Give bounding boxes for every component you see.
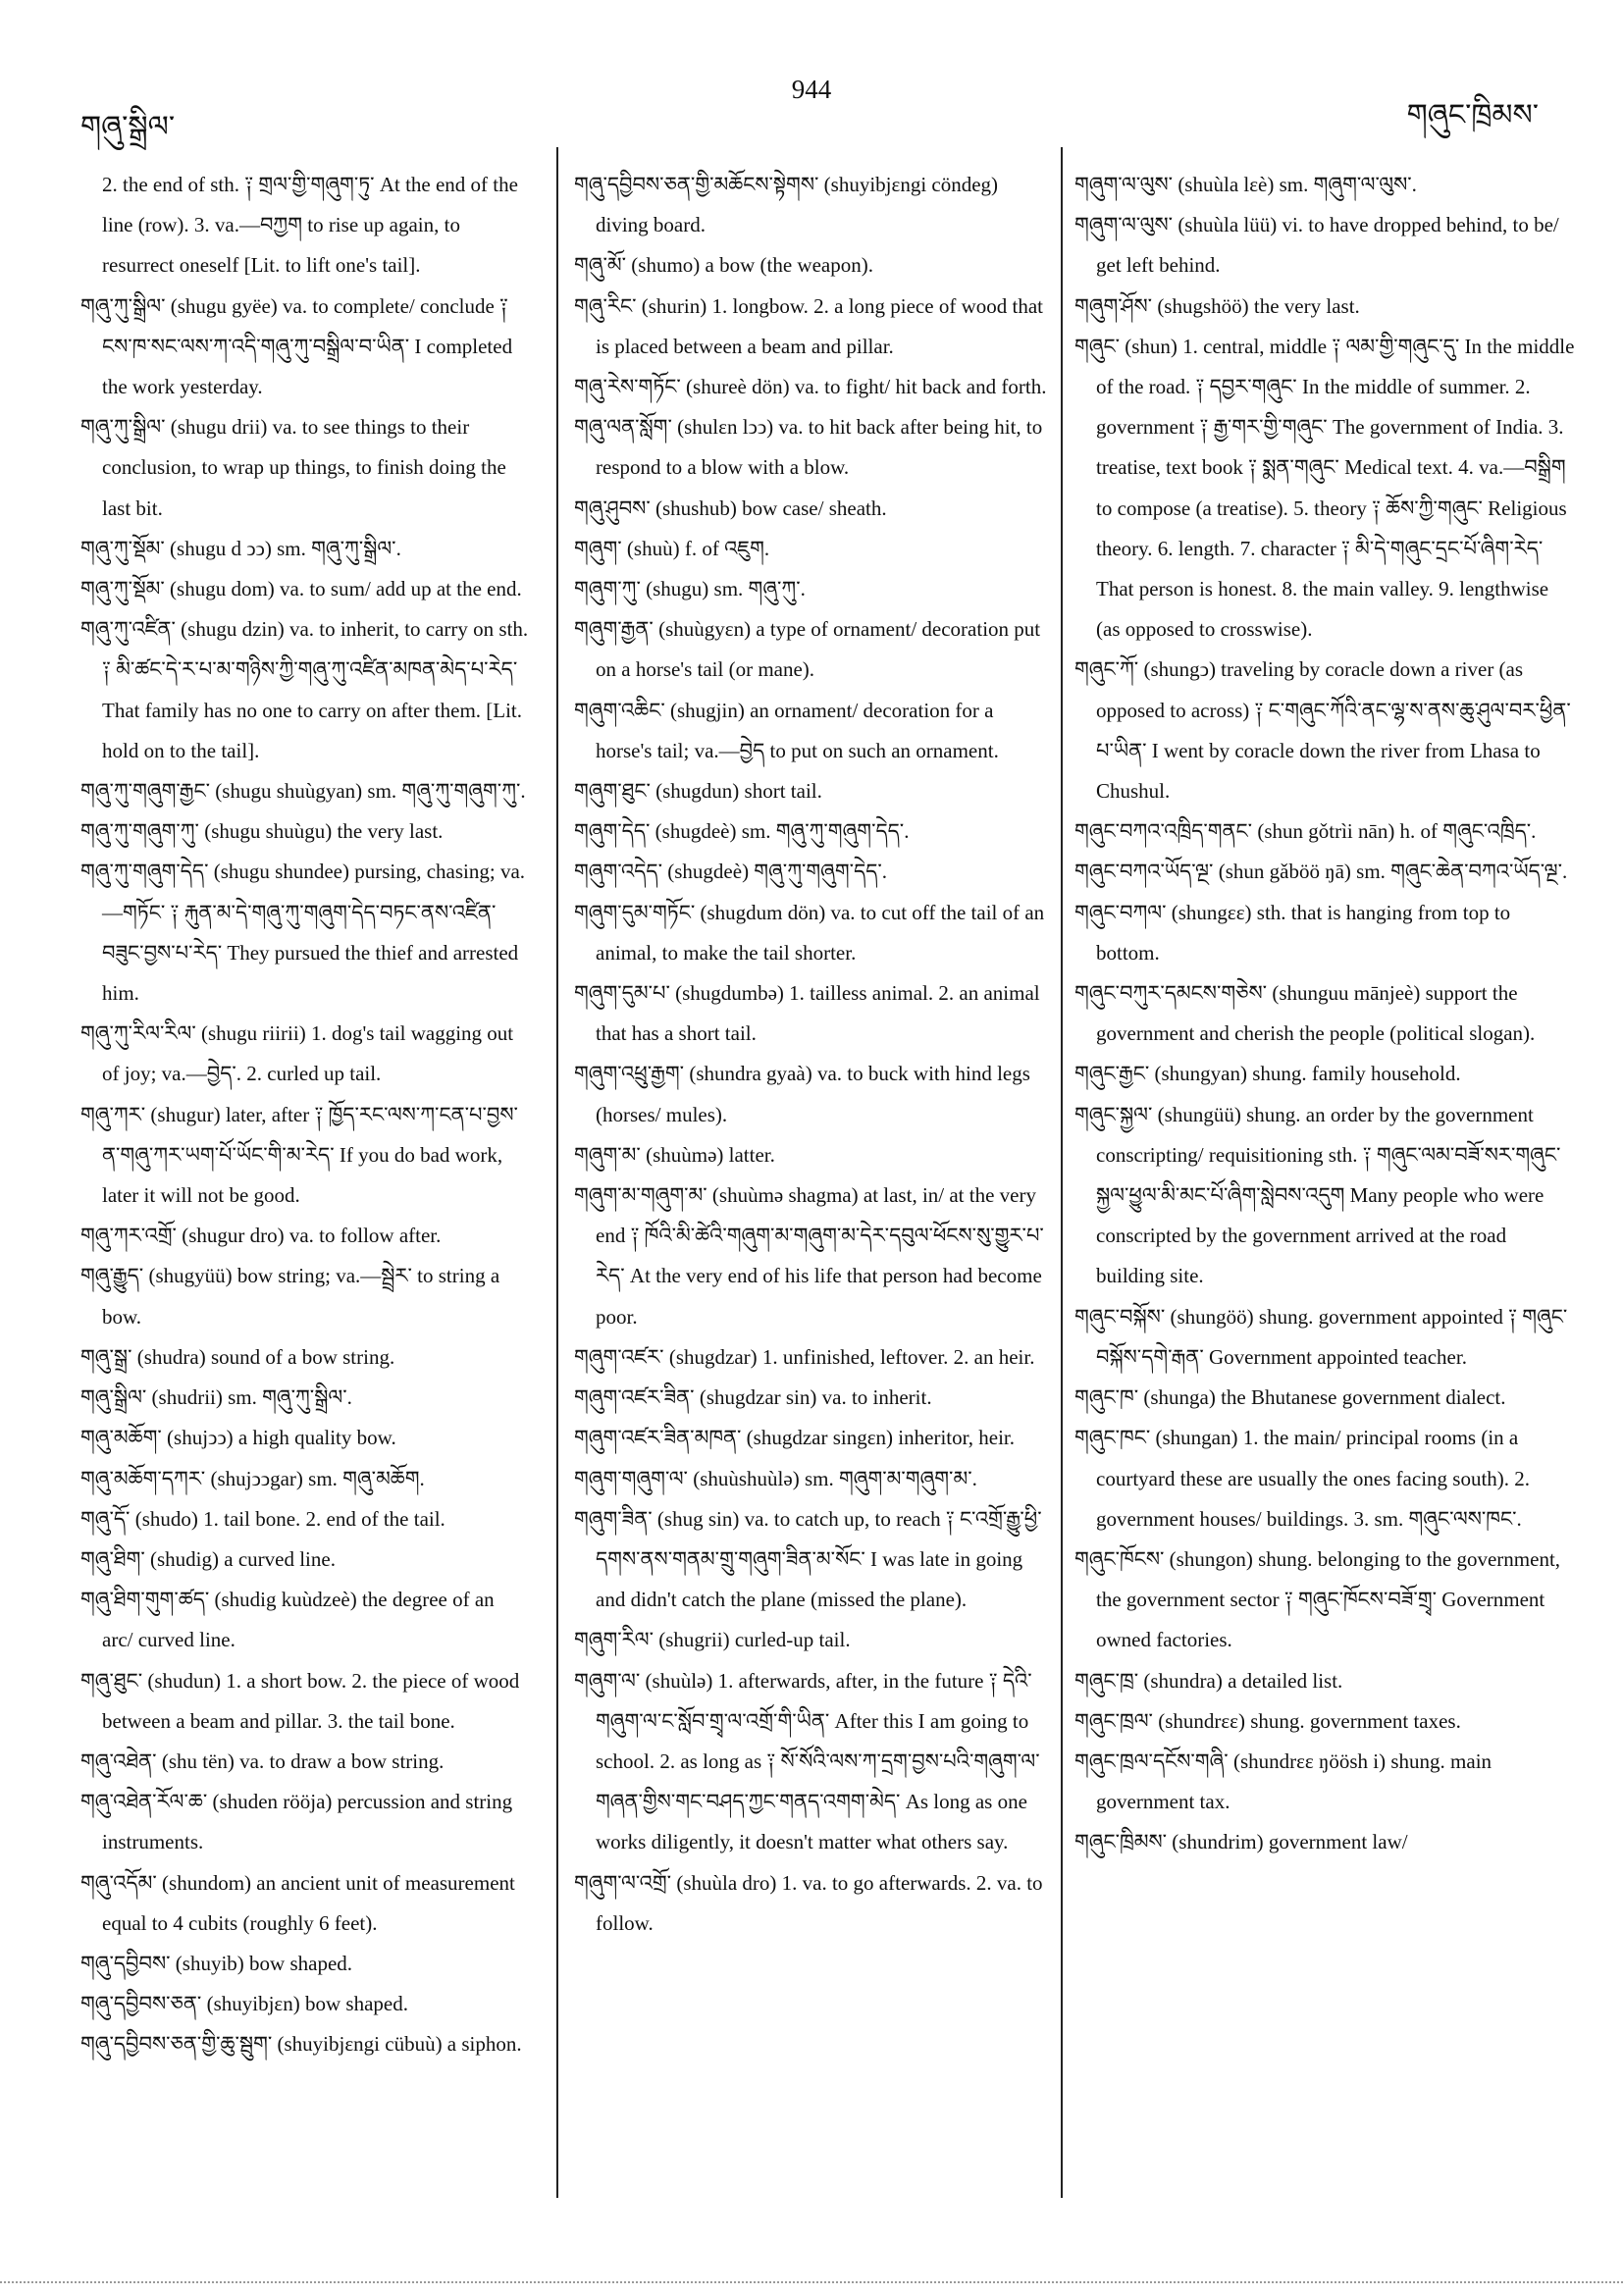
dictionary-entry: གཞུ་དབྱིབས་ཅན་གྱི་ཆུ་སྦུག་ (shuyibjεngi cübuù) a siphon. — [80, 2032, 522, 2057]
dictionary-entry: གཞུ་ཀུ་སྒྲིལ་ (shugu gyëe) va. to complete/ conclude ༑ ངས་ཁ་སང་ལས་ཀ་འདི་གཞུ་ཀུ་བསྒྲིལ་བ་ཡིན་ I completed the work yesterday. — [80, 293, 513, 399]
dictionary-entry: གཞུང་བཀུར་དམངས་གཅེས་ (shunguu mānjeè) support the government and cherish the people (political slogan). — [1074, 981, 1536, 1046]
dictionary-entry: གཞུག་འཛར་ཟིན་མཁན་ (shugdzar singεn) inheritor, heir. — [574, 1426, 1016, 1450]
dictionary-entry: གཞུ་འཐེན་རོལ་ཆ་ (shuden rööja) percussion and string instruments. — [80, 1790, 513, 1854]
dictionary-entry: གཞུ་མཆོག་ (shujͻͻ) a high quality bow. — [80, 1426, 396, 1450]
dictionary-entry: གཞུ་ཀུ་གཞུག་དེད་ (shugu shundee) pursing, chasing; va.—གཏོང་ ༑ རྐུན་མ་དེ་གཞུ་ཀུ་གཞུག་དེད་བཏང་ནས་འཛིན་བཟུང་བྱས་པ་རེད་ They pursued the thief and arrested him. — [80, 860, 526, 1006]
dictionary-entry: གཞུ་ཐིག་ (shudig) a curved line. — [80, 1546, 336, 1571]
dictionary-entry: གཞུ་ཐུང་ (shudun) 1. a short bow. 2. the piece of wood between a beam and pillar. 3. the tail bone. — [80, 1668, 520, 1733]
dictionary-entry: གཞུག་ཟིན་ (shug sin) va. to catch up, to reach ༑ ང་འགྲོ་རྒྱུ་ཕྱི་དགས་ནས་གནམ་གྲུ་གཞུག་ཟིན་མ་སོང་ I was late in going and didn't catch the plane (missed the plane). — [574, 1506, 1042, 1612]
dictionary-entry: 2. the end of sth. ༑ གྲལ་གྱི་གཞུག་ཏུ་ At the end of the line (row). 3. va.—བཀྱག to rise up again, to resurrect oneself [Lit. to lift one's tail]. — [102, 173, 518, 278]
dictionary-entry: གཞུག་གཞུག་ལ་ (shuùshuùlə) sm. གཞུག་མ་གཞུག་མ་. — [574, 1466, 977, 1490]
dictionary-entry: གཞུ་འདོམ་ (shundom) an ancient unit of measurement equal to 4 cubits (roughly 6 feet). — [80, 1870, 515, 1935]
dictionary-entry: གཞུ་ཀར་འགྲོ་ (shugur dro) va. to follow after. — [80, 1224, 442, 1248]
dictionary-entry: གཞུག་ཤོས་ (shugshöö) the very last. — [1074, 293, 1360, 318]
page-number: 944 — [791, 75, 832, 104]
dictionary-entry: གཞུག་ཀུ་ (shugu) sm. གཞུ་ཀུ་. — [574, 577, 806, 601]
column-divider — [556, 147, 558, 2198]
dictionary-entry: གཞུ་ཀུ་རིལ་རིལ་ (shugu riirii) 1. dog's tail wagging out of joy; va.—བྱེད་. 2. curled up tail. — [80, 1021, 514, 1086]
dictionary-entry: གཞུ་སྒྲིལ་ (shudrii) sm. གཞུ་ཀུ་སྒྲིལ་. — [80, 1385, 352, 1410]
dictionary-entry: གཞུང་སྐྱལ་ (shungüü) shung. an order by the government conscripting/ requisitioning sth. ༑ གཞུང་ལམ་བཟོ་སར་གཞུང་སྐྱལ་ཕྱུལ་མི་མང་པོ་ཞིག་སླེབས་འདུག Many people who were conscripted by the government arrived at the road building site. — [1074, 1102, 1561, 1288]
dictionary-entry: གཞུག་ལ་ལུས་ (shuùla lεè) sm. གཞུག་ལ་ལུས་. — [1074, 173, 1417, 196]
dictionary-entry: གཞུ་འཐེན་ (shu tën) va. to draw a bow string. — [80, 1748, 445, 1773]
dictionary-entry: གཞུང་བཀལ་ (shungεε) sth. that is hanging from top to bottom. — [1074, 900, 1511, 965]
dictionary-entry: གཞུག་ལ་འགྲོ་ (shuùla dro) 1. va. to go afterwards. 2. va. to follow. — [574, 1870, 1043, 1935]
dictionary-entry: གཞུག་མ་ (shuùmə) latter. — [574, 1142, 775, 1167]
dictionary-entry: གཞུང་ཁང་ (shungan) 1. the main/ principal rooms (in a courtyard these are usually the ones facing south). 2. government houses/ buildings. 3. sm. གཞུང་ལས་ཁང་. — [1074, 1426, 1531, 1531]
dictionary-entry: གཞུག་རྒྱན་ (shuùgyεn) a type of ornament/ decoration put on a horse's tail (or mane). — [574, 617, 1041, 682]
dictionary-entry: གཞུག་འཛར་ཟིན་ (shugdzar sin) va. to inherit. — [574, 1385, 932, 1410]
dictionary-entry: གཞུང་བཀའ་ཡོད་ལྔ་ (shun gǎböö ŋā) sm. གཞུང་ཆེན་བཀའ་ཡོད་ལྔ་. — [1074, 860, 1568, 884]
dictionary-entry: གཞུང་ཁྲལ་དངོས་གཞི་ (shundrεε ŋöösh i) shung. main government tax. — [1074, 1748, 1492, 1814]
dictionary-entry: གཞུ་དོ་ (shudo) 1. tail bone. 2. end of the tail. — [80, 1506, 445, 1531]
dictionary-entry: གཞུ་ཀུ་གཞུག་རྒྱང་ (shugu shuùgyan) sm. གཞུ་ཀུ་གཞུག་ཀུ་. — [80, 779, 526, 804]
dictionary-entry: གཞུག་དེད་ (shugdeè) sm. གཞུ་ཀུ་གཞུག་དེད་. — [574, 819, 910, 844]
dictionary-entry: གཞུ་མཆོག་དཀར་ (shujͻͻgar) sm. གཞུ་མཆོག. — [80, 1466, 425, 1490]
dictionary-entry: གཞུང་ཁྲིམས་ (shundrim) government law/ — [1074, 1830, 1408, 1854]
dictionary-entry: གཞུ་ཐིག་གུག་ཚད་ (shudig kuùdzeè) the degree of an arc/ curved line. — [80, 1588, 495, 1652]
dictionary-entry: གཞུག་དུམ་གཏོང་ (shugdum dön) va. to cut off the tail of an animal, to make the tail shorter. — [574, 900, 1045, 965]
dictionary-entry: གཞུག་ཐུང་ (shugdun) short tail. — [574, 779, 822, 804]
dictionary-entry: གཞུག་འཆིང་ (shugjin) an ornament/ decoration for a horse's tail; va.—བྱེད to put on such an ornament. — [574, 698, 999, 762]
dictionary-entry: གཞུ་ཀར་ (shugur) later, after ༑ ཁྱོད་རང་ལས་ཀ་ངན་པ་བྱས་ན་གཞུ་ཀར་ཡག་པོ་ཡོང་གི་མ་རེད་ If you do bad work, later it will not be good. — [80, 1102, 518, 1208]
dictionary-entry: གཞུ་མོ་ (shumo) a bow (the weapon). — [574, 253, 873, 278]
dictionary-entry: གཞུག་དུམ་པ་ (shugdumbə) 1. tailless animal. 2. an animal that has a short tail. — [574, 981, 1040, 1046]
dictionary-entry: གཞུ་རེས་གཏོང་ (shureè dön) va. to fight/ hit back and forth. — [574, 375, 1047, 399]
running-head-left: གཞུ་སྒྲིལ་ — [80, 111, 176, 143]
column-1 — [80, 165, 530, 2065]
dictionary-entry: གཞུག་ལ་ལུས་ (shuùla lüü) vi. to have dropped behind, to be/ get left behind. — [1074, 213, 1559, 278]
column-2 — [574, 165, 1053, 1944]
dictionary-entry: གཞུ་ཀུ་འཛིན་ (shugu dzin) va. to inherit, to carry on sth. ༑ མི་ཚང་དེ་ར་པ་མ་གཉིས་ཀྱི་གཞུ་ཀུ་འཛིན་མཁན་མེད་པ་རེད་ That family has no one to carry on after them. [Lit. hold on to the tail]. — [80, 617, 529, 762]
dictionary-entry: གཞུ་རྒྱུད་ (shugyüü) bow string; va.—སྦྲེར་ to string a bow. — [80, 1264, 500, 1329]
dictionary-entry: གཞུ་ཤུབས་ (shushub) bow case/ sheath. — [574, 496, 887, 520]
dictionary-entry: གཞུང་ཁོངས་ (shungon) shung. belonging to the government, the government sector ༑ གཞུང་ཁོངས་བཟོ་གྲྭ་ Government owned factories. — [1074, 1546, 1561, 1652]
dictionary-entry: གཞུ་ཀུ་གཞུག་ཀུ་ (shugu shuùgu) the very last. — [80, 819, 444, 844]
dictionary-entry: གཞུ་དབྱིབས་ (shuyib) bow shaped. — [80, 1951, 353, 1975]
dictionary-entry: གཞུག་མ་གཞུག་མ་ (shuùmə shagma) at last, in/ at the very end ༑ ཁོའི་མི་ཚེའི་གཞུག་མ་གཞུག་མ་དེར་དབུལ་ཕོངས་སུ་གྱུར་པ་རེད་ At the very end of his life that person had become poor. — [574, 1183, 1044, 1329]
page-bottom-edge — [0, 2281, 1623, 2283]
dictionary-entry: གཞུང་ཀོ་ (shungͻ) traveling by coracle down a river (as opposed to across) ༑ ང་གཞུང་ཀོའི་ནང་ལྷ་ས་ནས་ཆུ་ཤུལ་བར་ཕྱིན་པ་ཡིན་ I went by coracle down the river from Lhasa to Chushul. — [1074, 657, 1571, 804]
dictionary-entry: གཞུག་འཛར་ (shugdzar) 1. unfinished, leftover. 2. an heir. — [574, 1344, 1035, 1369]
dictionary-entry: གཞུང་ (shun) 1. central, middle ༑ ལམ་གྱི་གཞུང་དུ་ In the middle of the road. ༑ དབྱར་གཞུང་ In the middle of summer. 2. government ༑ རྒྱ་གར་གྱི་གཞུང་ The government of India. 3. treatise, text book ༑ སྨན་གཞུང་ Medical text. 4. va.—བསྒྲིག to compose (a treatise). 5. theory ༑ ཆོས་ཀྱི་གཞུང་ Religious theory. 6. length. 7. character ༑ མི་དེ་གཞུང་དྲང་པོ་ཞིག་རེད་ That person is honest. 8. the main valley. 9. lengthwise (as opposed to crosswise). — [1074, 334, 1575, 642]
dictionary-entry: གཞུང་བསྐོས་ (shungöö) shung. government appointed ༑ གཞུང་བསྐོས་དགེ་རྒན་ Government appointed teacher. — [1074, 1304, 1568, 1369]
column-divider — [1061, 147, 1063, 2198]
dictionary-entry: གཞུག་འདེད་ (shugdeè) གཞུ་ཀུ་གཞུག་དེད་. — [574, 860, 888, 884]
dictionary-entry: གཞུ་ཀུ་སྡོམ་ (shugu d ͻͻ) sm. གཞུ་ཀུ་སྒྲིལ་. — [80, 536, 401, 560]
dictionary-entry: གཞུ་དབྱིབས་ཅན་གྱི་མཆོངས་སྟེགས་ (shuyibjεngi cöndeg) diving board. — [574, 173, 999, 237]
dictionary-entry: གཞུག་འཕྲུ་རྒྱག་ (shundra gyaà) va. to buck with hind legs (horses/ mules). — [574, 1062, 1030, 1126]
dictionary-entry: གཞུ་རིང་ (shurin) 1. longbow. 2. a long piece of wood that is placed between a beam and pillar. — [574, 293, 1043, 358]
dictionary-entry: གཞུག་རིལ་ (shugrii) curled-up tail. — [574, 1628, 851, 1652]
dictionary-entry: གཞུང་ཁྲ་ (shundra) a detailed list. — [1074, 1668, 1343, 1693]
dictionary-entry: གཞུང་རྒྱང་ (shungyan) shung. family household. — [1074, 1062, 1461, 1086]
dictionary-entry: གཞུག་ལ་ (shuùlə) 1. afterwards, after, in the future ༑ དེའི་གཞུག་ལ་ང་སློབ་གྲྭ་ལ་འགྲོ་གི་ཡིན་ After this I am going to school. 2. as long as ༑ སོ་སོའི་ལས་ཀ་དྲག་བྱས་པའི་གཞུག་ལ་གཞན་གྱིས་གང་བཤད་ཀྱང་གནད་འགག་མེད་ As long as one works diligently, it doesn't matter what others say. — [574, 1668, 1040, 1854]
dictionary-entry: གཞུ་ཀུ་སྡོམ་ (shugu dom) va. to sum/ add up at the end. — [80, 577, 522, 601]
dictionary-entry: གཞུང་ཁ་ (shunga) the Bhutanese government dialect. — [1074, 1385, 1506, 1410]
dictionary-entry: གཞུང་ཁྲལ་ (shundrεε) shung. government taxes. — [1074, 1708, 1461, 1733]
dictionary-entry: གཞུ་ཀུ་སྒྲིལ་ (shugu drii) va. to see things to their conclusion, to wrap up things, to finish doing the last bit. — [80, 415, 506, 520]
dictionary-entry: གཞུག་ (shuù) f. of འཇུག. — [574, 536, 770, 560]
dictionary-entry: གཞུ་སྒྲ་ (shudra) sound of a bow string. — [80, 1344, 395, 1369]
dictionary-entry: གཞུ་དབྱིབས་ཅན་ (shuyibjεn) bow shaped. — [80, 1992, 408, 2016]
running-head-right: གཞུང་ཁྲིམས་ — [1406, 99, 1539, 131]
column-3 — [1074, 165, 1575, 1863]
dictionary-entry: གཞུང་བཀའ་འཁྲིད་གནང་ (shun gǒtrìi nān) h. of གཞུང་འཁྲིད་. — [1074, 819, 1537, 844]
dictionary-entry: གཞུ་ལན་སློག་ (shulεn lͻͻ) va. to hit back after being hit, to respond to a blow with a blow. — [574, 415, 1043, 480]
